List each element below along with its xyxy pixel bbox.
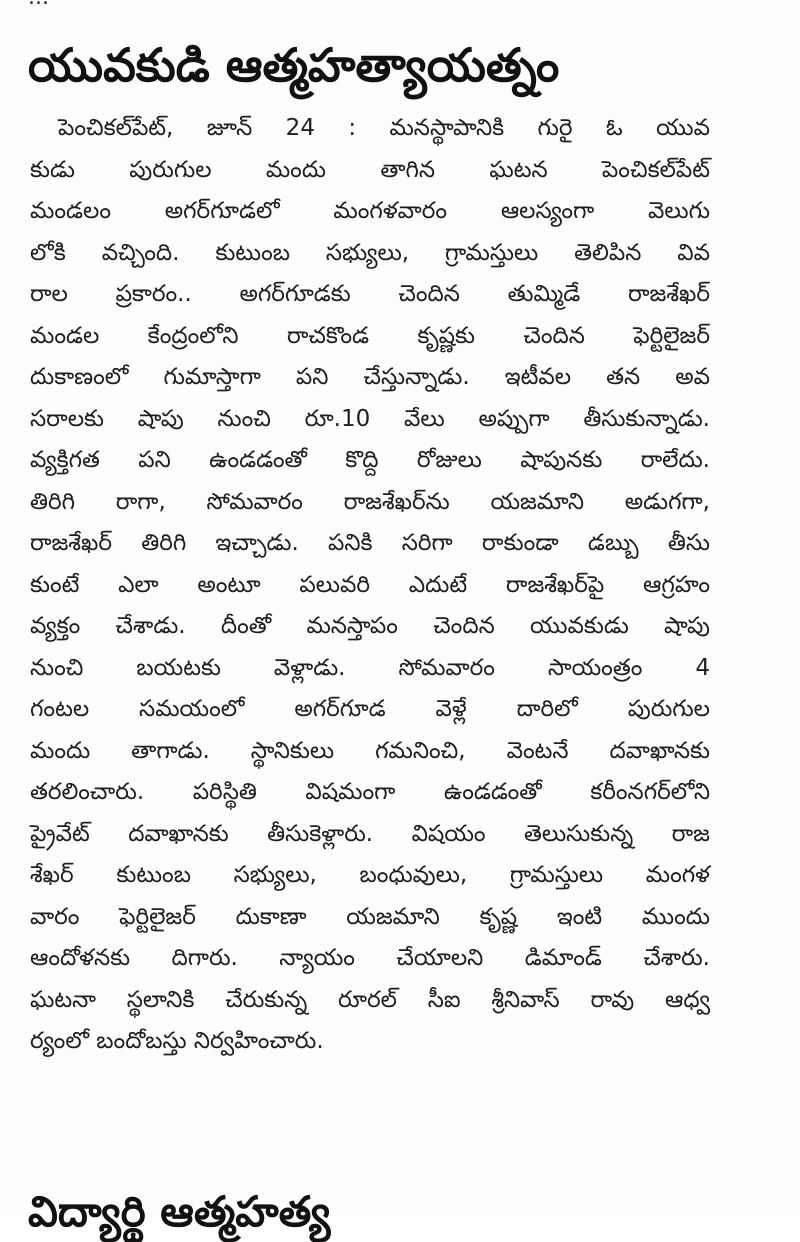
article-line: వ్యక్తం చేశాడు. దీంతో మనస్తాపం చెందిన యువకుడు షాపు bbox=[30, 613, 710, 639]
article-line: కుడు పురుగుల మందు తాగిన ఘటన పెంచికల్‌పేట్ bbox=[30, 156, 710, 183]
article-line: తిరిగి రాగా, సోమవారం రాజశేఖర్‌ను యజమాని అడుగగా, bbox=[30, 488, 710, 515]
article-line: గంటల సమయంలో అగర్‌గూడ వెళ్లే దారిలో పురుగుల bbox=[30, 696, 710, 722]
article-line: కుంటే ఎలా అంటూ పలువరి ఎదుటే రాజశేఖర్‌పై ఆగ్రహం bbox=[30, 571, 710, 598]
article-line: వ్యక్తిగత పని ఉండడంతో కొద్ది రోజులు షాపునకు రాలేదు. bbox=[30, 447, 710, 473]
article-line: మండలం అగర్‌గూడలో మంగళవారం ఆలస్యంగా వెలుగు bbox=[30, 198, 710, 224]
article-line: ఆందోళనకు దిగారు. న్యాయం చేయాలని డిమాండ్ చేశారు. bbox=[30, 945, 710, 971]
article-line: లోకి వచ్చింది. కుటుంబ సభ్యులు, గ్రామస్తులు తెలిపిన వివ bbox=[30, 239, 710, 266]
article-line: ఘటనా స్థలానికి చేరుకున్న రూరల్ సీఐ శ్రీనివాస్ రావు ఆధ్వ bbox=[30, 986, 710, 1013]
article-line: మందు తాగాడు. స్థానికులు గమనించి, వెంటనే దవాఖానకు bbox=[30, 737, 710, 764]
article-line: నుంచి బయటకు వెళ్లాడు. సోమవారం సాయంత్రం 4 bbox=[30, 654, 710, 681]
next-article-headline: విద్యార్థి ఆత్మహత్య bbox=[28, 1187, 331, 1236]
article-line: ర్యంలో బందోబస్తు నిర్వహించారు. bbox=[30, 1028, 324, 1054]
article-line: మండల కేంద్రంలోని రాచకొండ కృష్ణకు చెందిన ఫెర్టిలైజర్ bbox=[30, 322, 710, 349]
article-line: శేఖర్ కుటుంబ సభ్యులు, బంధువులు, గ్రామస్తులు మంగళ bbox=[30, 862, 710, 888]
article-headline: యువకుడి ఆత్మహత్యాయత్నం bbox=[28, 38, 560, 92]
article-line: రాల ప్రకారం.. అగర్‌గూడకు చెందిన తుమ్మిడే రాజశేఖర్ bbox=[30, 281, 710, 307]
article-line: తరలించారు. పరిస్థితి విషమంగా ఉండడంతో కరీంనగర్‌లోని bbox=[30, 779, 710, 805]
article-line: పెంచికల్‌పేట్, జూన్ 24 : మనస్థాపానికి గురై ఓ యువ bbox=[58, 115, 710, 141]
previous-article-fragment bbox=[28, 0, 388, 8]
article-line: ప్రైవేట్ దవాఖానకు తీసుకెళ్లారు. విషయం తెలుసుకున్న రాజ bbox=[30, 820, 710, 847]
article-body bbox=[30, 108, 710, 1063]
article-line: దుకాణంలో గుమాస్తాగా పని చేస్తున్నాడు. ఇటీవల తన అవ bbox=[30, 364, 710, 390]
article-line: రాజశేఖర్ తిరిగి ఇచ్చాడు. పనికి సరిగా రాకుండా డబ్బు తీసు bbox=[30, 530, 710, 556]
article-line: సరాలకు షాపు నుంచి రూ.10 వేలు అప్పుగా తీసుకున్నాడు. bbox=[30, 405, 710, 432]
article-line: వారం ఫెర్టిలైజర్ దుకాణా యజమాని కృష్ణ ఇంటి ముందు bbox=[30, 903, 710, 930]
